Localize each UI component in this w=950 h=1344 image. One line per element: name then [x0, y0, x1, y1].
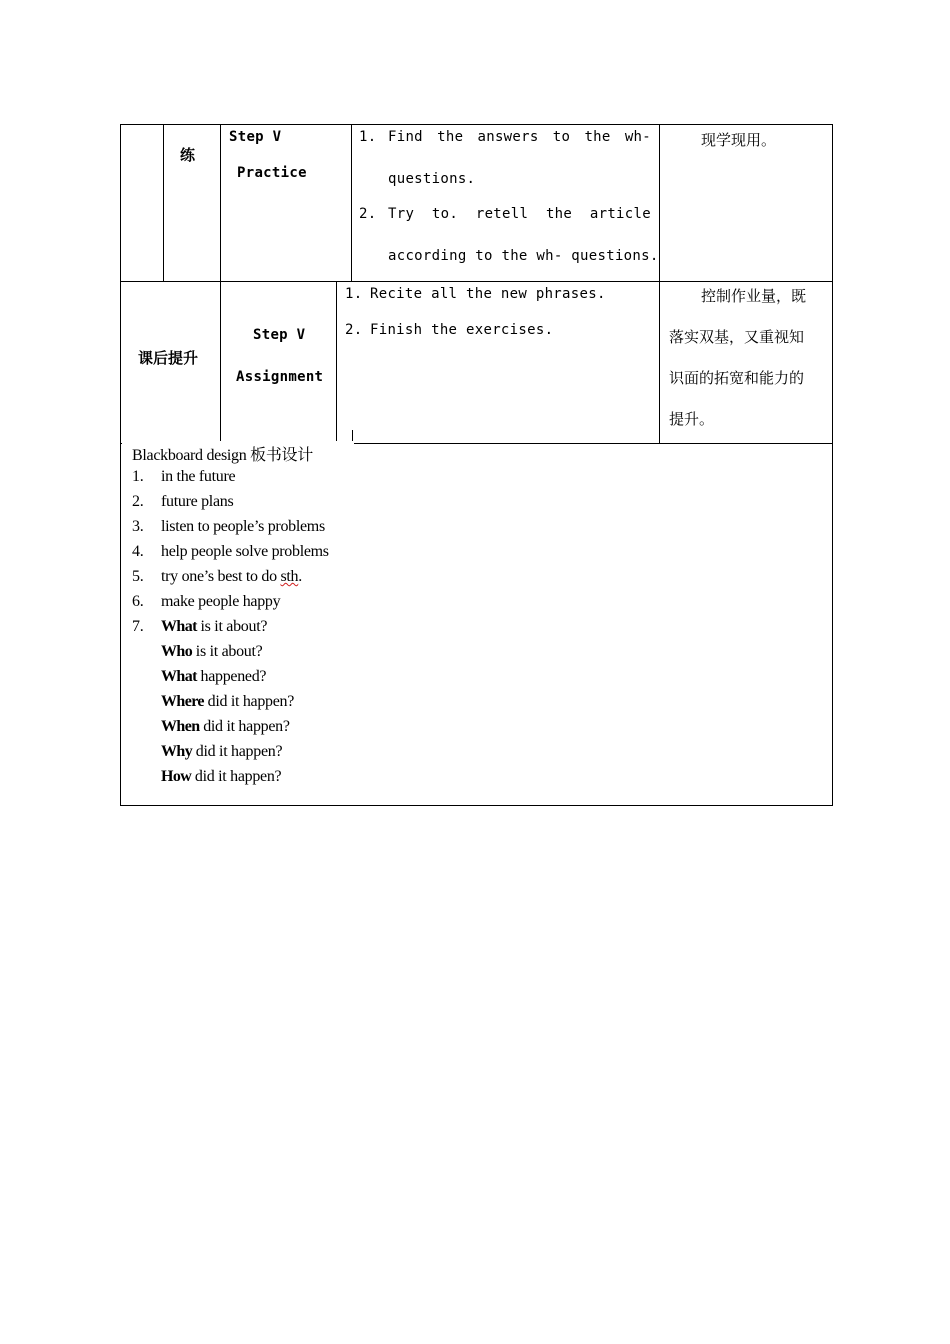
- question-item: Where did it happen?: [161, 693, 295, 710]
- practice-item-2-line2: according to the wh- questions.: [388, 248, 659, 264]
- practice-step-number: Step V: [229, 129, 282, 145]
- practice-item-1-number: 1.: [359, 129, 377, 145]
- practice-item-2-line1: Try to. retell the article: [388, 206, 651, 222]
- assignment-item-2-number: 2.: [345, 322, 363, 338]
- practice-note: 现学现用。: [701, 131, 777, 149]
- spellcheck-underline: sth: [280, 568, 299, 585]
- practice-stage-label: 练: [180, 146, 196, 164]
- question-item: Why did it happen?: [161, 743, 283, 760]
- practice-item-1-line2: questions.: [388, 171, 476, 187]
- assignment-note-line-2: 落实双基，又重视知: [669, 328, 805, 346]
- assignment-item-1-text: Recite all the new phrases.: [370, 286, 606, 302]
- practice-step-title: Practice: [237, 165, 307, 181]
- assignment-note-line-3: 识面的拓宽和能力的: [669, 369, 805, 387]
- assignment-step-number: Step V: [253, 327, 306, 343]
- practice-item-1-line1: Find the answers to the wh-: [388, 129, 651, 145]
- assignment-item-1-number: 1.: [345, 286, 363, 302]
- question-list: [161, 643, 294, 793]
- question-item: What happened?: [161, 668, 267, 685]
- blackboard-title: Blackboard design 板书设计: [132, 447, 313, 464]
- question-item: How did it happen?: [161, 768, 282, 785]
- assignment-item-2-text: Finish the exercises.: [370, 322, 554, 338]
- assignment-stage-label: 课后提升: [138, 349, 199, 367]
- question-item: Who is it about?: [161, 643, 263, 660]
- assignment-note-line-4: 提升。: [669, 410, 715, 428]
- practice-item-2-number: 2.: [359, 206, 377, 222]
- assignment-note-line-1: 控制作业量，既: [701, 287, 807, 305]
- question-item: When did it happen?: [161, 718, 290, 735]
- assignment-step-title: Assignment: [236, 369, 324, 385]
